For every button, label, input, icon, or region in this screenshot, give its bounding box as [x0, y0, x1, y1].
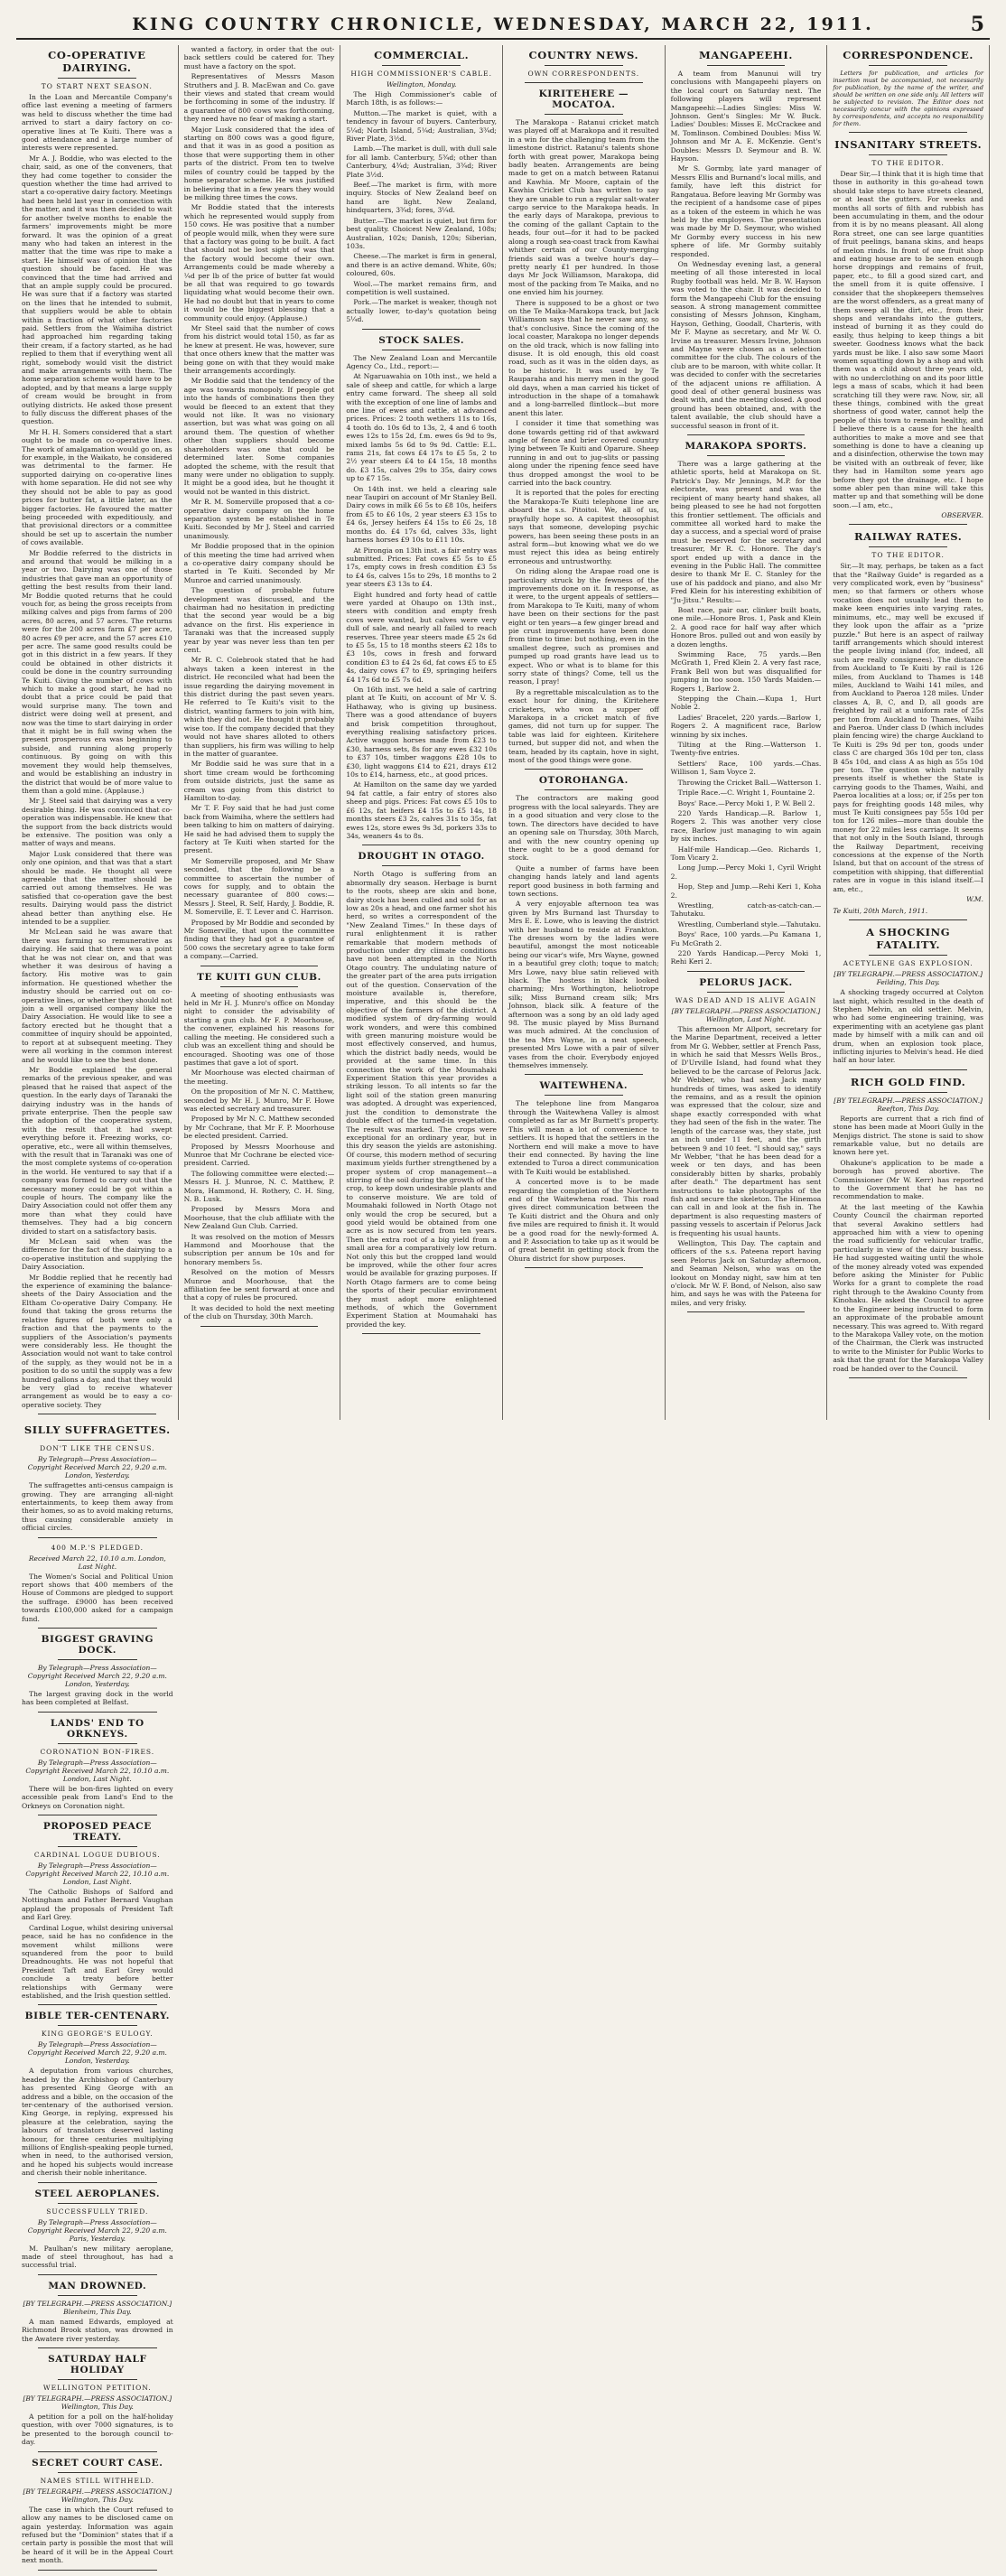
article-divider	[38, 2451, 157, 2452]
article-dateline: [BY TELEGRAPH.—PRESS ASSOCIATION.] Wellington, This Day.	[23, 2487, 172, 2504]
article-paragraph: Throwing the Cricket Ball.—Watterson 1.	[677, 778, 822, 787]
article-paragraph: Lamb.—The market is dull, with dull sale for all lamb. Canterbury, 5¾d; other than Canterbury, 4¾d; Australian, 3¾d; River Plate 3½d.	[346, 145, 497, 179]
article	[346, 335, 497, 846]
article-subheading: TO THE EDITOR.	[871, 159, 945, 167]
heading-rule	[382, 65, 461, 66]
article-dateline: [BY TELEGRAPH.—PRESS ASSOCIATION.] Feilding, This Day.	[834, 970, 983, 987]
article-paragraph: Mr Boddie proposed that in the opinion of this meeting the time had arrived when a co-operative dairy company should be started in Te Kuiti. Seconded by Mr Munroe and carried unanimously.	[183, 542, 335, 584]
article-heading: BIGGEST GRAVING DOCK.	[41, 1634, 154, 1657]
article-subheading: WAS DEAD AND IS ALIVE AGAIN	[675, 995, 817, 1004]
article-subheading: KING GEORGE'S EULOGY.	[41, 2030, 154, 2039]
article-heading: INSANITARY STREETS.	[834, 138, 983, 151]
article-divider	[38, 2347, 157, 2348]
article-dateline: By Telegraph—Press Association—Copyright Received March 22, 9.20 a.m. Paris, Yesterday.	[27, 2217, 167, 2243]
heading-rule	[707, 992, 786, 993]
article-divider	[525, 82, 643, 83]
article-divider	[849, 919, 967, 920]
article-paragraph: Proposed by Messrs Mora and Moorhouse, that the club affiliate with the New Zealand Gun Club. Carried.	[183, 1205, 335, 1231]
masthead	[16, 11, 990, 40]
newspaper-title: KING COUNTRY CHRONICLE, WEDNESDAY, MARCH 22, 1911.	[132, 14, 874, 34]
article-paragraph: Reports are current that a rich find of stone has been made at Moori Gully in the Menjigs district. The stone is said to show remarkable value, but no details are known here yet.	[833, 1114, 983, 1157]
article-paragraph: In the Loan and Mercantile Company's office last evening a meeting of farmers was held to discuss whether the time had arrived to start a dairy factory on co-operative lines at Te Kuiti. There was a good attendance and a large number of interests were represented.	[22, 93, 172, 153]
article-paragraph: The Women's Social and Political Union report shows that 400 members of the House of Commons are pledged to support the suffrage. £9000 has been received towards £100,000 asked for a campaign fund.	[22, 1572, 173, 1623]
article-paragraph: Mr Somerville proposed, and Mr Shaw seconded, that the following be a committee to ascertain the number of cows for supply, and to obtain the necessary guarantee of 800 cows:— Messrs J. Steel, R. Self, Hardy, J. Boddie, R. M. Somerville, E. T. Lever and C. Harrison.	[183, 856, 335, 917]
article-subheading: ACETYLENE GAS EXPLOSION.	[843, 959, 973, 968]
article-paragraph: A shocking tragedy occurred at Colyton last night, which resulted in the death of Stephen Melvin, an old settler. Melvin, who had some engineering training, was experimenting with an acetylene gas plant made by himself with a milk can and oil drum, when an explosion took place, inflicting injuries to Melvin's head. He died half an hour later.	[833, 988, 983, 1065]
article-paragraph: The suffragettes anti-census campaign is growing. They are arranging all-night entertainments, to keep them away from their homes, so as to avoid making returns, thus causing considerable anxiety in official circles.	[22, 1481, 173, 1533]
article-paragraph: There was a large gathering at the athletic sports, held at Marakopa on St. Patrick's Day. Mr Jennings, M.P. for the electorate, was present and was the recipient of many hearty hand shakes, all being pleased to see he had not forgotten this frontier settlement. The officials and committee all worked hard to make the day a success, and a special word of praise must be reserved for the secretary and treasurer, Mr R. C. Honore. The day's sport ended up with a dance in the evening in the Public Hall. The committee desire to thank Mr E. C. Stanley for the use of his paddock and piano, and also Mr Fred Klein for his interesting exhibition of "Ju-Jitsu." Results:—	[670, 460, 822, 604]
article-heading: COUNTRY NEWS.	[528, 49, 639, 61]
article	[184, 45, 335, 966]
article-heading: CORRESPONDENCE.	[843, 49, 974, 61]
article-subheading: TO START NEXT SEASON.	[41, 82, 153, 90]
article-subheading: DON'T LIKE THE CENSUS.	[40, 1444, 155, 1453]
article-subheading: OWN CORRESPONDENTS.	[527, 70, 640, 78]
heading-rule	[545, 65, 623, 66]
article-paragraph: Major Lusk considered that there was only one opinion, and that was that a start should be made. He thought all were agreeable that the matter should be carried out among themselves. He was satisfied that co-operation gave the best results. Dairying would pass the district ahead better than anything else. He intended to be a supplier.	[22, 849, 172, 926]
article-paragraph: Proposed by Messrs Moorhouse and Munroe that Mr Cochrane be elected vice-president. Carried.	[183, 1142, 335, 1168]
article-paragraph: At Hamilton on the same day we yarded 94 fat cattle, a fair entry of stores also sheep and pigs. Prices: Fat cows £5 10s to £6 12s, fat heifers £4 15s to £5 14s, 18 months steers £3 2s, calves 31s to 35s, fat ewes 12s, store ewes 9s 3d, porkers 33s to 34s, weaners 4s to 8s.	[346, 780, 497, 840]
article-subheading: HIGH COMMISSIONER'S CABLE.	[350, 70, 492, 78]
article-divider	[38, 2182, 157, 2183]
article-paragraph: Settlers' Race, 100 yards.—Chas. Willison 1, Sam Voyce 2.	[670, 759, 822, 777]
heading-rule	[707, 455, 786, 456]
newspaper-columns	[16, 45, 990, 2565]
article-paragraph: The question of probable future development was discussed, and the chairman had no hesitation in predicting that the second year would be a big advance on the first. His experience in Taranaki was that the increased supply year by year was never less than ten per cent.	[183, 586, 335, 655]
article-heading: STEEL AEROPLANES.	[34, 2188, 161, 2199]
article-paragraph: Swimming Race, 75 yards.—Ben McGrath 1, Fred Klein 2. A very fast race, Frank Bell won but was disqualified for jumping in too soon. 150 Yards Maiden.—Rogers 1, Barlow 2.	[670, 650, 822, 693]
article	[833, 1076, 983, 1378]
article-heading: SATURDAY HALF HOLIDAY	[48, 2354, 147, 2376]
article-paragraph: Mutton.—The market is quiet, with a tendency in favour of buyers. Canterbury, 5¼d; North Island, 5¼d; Australian, 3¾d; River Plate, 3½d.	[346, 108, 497, 144]
letter-signature: OBSERVER.	[941, 511, 983, 520]
article-paragraph: Mr Boddie explained the general remarks of the previous speaker, and was pleased that he raised that aspect of the question. In the early days of Taranaki the dairying industry was in the hands of private enterprise. Then the people saw the adoption of the cooperative system, with the result that it had swept everything before it. Freezing works, co-operative, etc., were all within themselves, with the result that in Taranaki was one of the most complete systems of co-operation in the world. He ventured to say that if a company was formed to carry out that the necessary money could be got within a couple of hours. The company like the Dairy Association could not offer them any more than what they could have themselves. They had a big concern divided to start on a satisfactory basis.	[22, 1065, 172, 1236]
article-subheading: 400 M.P.'S PLEDGED.	[51, 1543, 144, 1552]
heading-rule	[58, 2295, 137, 2296]
article-paragraph: Ohakune's application to be made a borough has proved abortive. The Commissioner (Mr W. Kerr) has reported to the Government that he has no recommendation to make.	[833, 1158, 983, 1201]
article-divider	[38, 1628, 157, 1629]
column-5	[666, 45, 828, 1420]
article-paragraph: By a regrettable miscalculation as to the exact hour for dining, the Kiritehere cricketers, who won a supper off Marakopa in a cricket match of five games, did not turn up for supper. The table was laid for eighteen. Kiritehere turned, but supper did not, and when the team, headed by its captain, hove in sight, most of the good things were gone.	[508, 687, 659, 765]
article	[22, 49, 172, 1414]
heading-rule	[58, 78, 136, 79]
article	[22, 2189, 173, 2275]
article	[22, 1544, 173, 1629]
article-divider	[200, 1326, 319, 1327]
article-divider	[687, 1311, 806, 1312]
article-paragraph: The largest graving dock in the world has been completed at Belfast.	[22, 1690, 173, 1707]
article-paragraph: Pork.—The market is weaker, though not actually lower, to-day's quotation being 5¼d.	[346, 298, 497, 324]
heading-rule	[545, 1095, 623, 1096]
article-paragraph: Major Lusk considered that the idea of starting on 800 cows was a good figure, and that it was in as good a position as those that were supporting them in other parts of the district. From ten to twelve miles of country could be tapped by the home separator scheme. He was justified in believing that in a few years they would be milking three times the cows.	[183, 125, 335, 201]
article-divider	[687, 434, 806, 435]
article-paragraph: A very enjoyable afternoon tea was given by Mrs Burnand last Thursday to Mrs E. E. Lowe, who is leaving the district with her husband to reside at Frankton. The dresses worn by the ladies were beautiful, amongst the most noticeable being our vicar's wife, Mrs Wayne, gowned in a beautiful grey cloth; toque to match; Mrs Lowe, navy blue satin relieved with black. The hostess in black looked charming; Mrs Worthington, heliotrope silk; Miss Burnand cream silk; Mrs Johnson, black silk. A feature of the afternoon was a song by an old lady aged 98. The music played by Miss Burnand was much admired. At the conclusion of the tea Mrs Wayne, in a neat speech, presented Mrs Lowe with a pair of silver vases from the choir. Everybody enjoyed themselves immensely.	[508, 900, 659, 1070]
article-dateline: By Telegraph—Press Association—Copyright Received March 22, 10.10 a.m. London, Last Night.	[25, 1758, 170, 1783]
article-paragraph: A deputation from various churches, headed by the Archbishop of Canterbury has presented King George with an address and a bible, on the occasion of the ter-centenary of the authorised version. King George, in replying, expressed his pleasure at the celebration, saying the labours of translators deserved lasting honour, for three centuries multiplying millions of English-speaking people turned, when in need, to the authorised version, and he hoped his subjects would increase and cherish their noble inheritance.	[22, 2067, 173, 2178]
article-paragraph: Boys' Race.—Percy Moki 1, P. W. Bell 2.	[677, 798, 815, 807]
article-divider	[849, 132, 967, 133]
article	[184, 972, 335, 1327]
article-paragraph: Mr Boddie replied that he recently had the experience of examining the balance-sheets of the Dairy Association and the Eltham Co-operative Dairy Company. He found that taking the gross returns the relative figures of both were only a fraction and that the payments to the suppliers of the Association's payments were considerably less. He thought the Association would not want to take control of the supply, as they would not be in a position to do so until the supply was a few hundred gallons a day, and that they would be very glad to receive whatever arrangement as would be to easy a co-operative society. They	[22, 1273, 172, 1409]
article-paragraph: Mr Boddie referred to the districts in and around that would be milking in a year or two. Dairying was one of those industries that gave man an opportunity of getting the best results from their land. Mr Boddie quoted returns that he could vouch for, as being the gross receipts from milking calves and pigs from farms of 200 acres, 80 acres, and 57 acres. The returns were for the 200 acres farm £7 per acre, 80 acres £9 per acre, and the 57 acres £10 per acre. The same good results could be got in this district in a few years. If they could be obtained in other districts it could be done in the country surrounding Te Kuiti. Giving the number of cows with which to make a good start, he had no doubt that a price could be paid that would surprise many. The town and district were doing well at present, and now was the time to start dairying in order that it might be in full swing when the present prosperous era was beginning to subside, and running along properly continuous. By going on with this movement they would help themselves, and would be establishing an industry in the district that would be of more value to them than a gold mine. (Applause.)	[22, 548, 172, 795]
column-7	[16, 1420, 179, 2575]
article-subheading: NAMES STILL WITHHELD.	[40, 2476, 155, 2485]
article-paragraph: The telephone line from Mangaroa through the Waitewhena Valley is almost completed as far as Mr Burnett's property. This will mean a lot of convenience to settlers. It is hoped that the settlers in the Northern end will make a move to have their end connected. By having the line extended to Turoa a direct communication with Te Kuiti would be established.	[508, 1099, 659, 1176]
article	[833, 926, 983, 1070]
article-paragraph: On the proposition of Mr N. C. Matthew, seconded by Mr H. J. Munro, Mr F. Howe was elected secretary and treasurer.	[183, 1087, 335, 1113]
article-paragraph: North Otago is suffering from an abnormally dry season. Herbage is burnt to the roots, sheep are skin and bone, dairy stock has been culled and sold for as low as 20s a head, and one farmer shot his herd, so writes a correspondent of the "New Zealand Times." In these days of rural enlightenment it is rather remarkable that modern methods of production under dry climate conditions have not been attempted in the North Otago country. The undulating nature of the greater part of the area puts irrigation out of the question. Conservation of the moisture available is, therefore, imperative, and this should be the objective of the farmers of the district. A modified system of dry-farming would work wonders, and were this combined with green manuring moisture would be most effectively conserved, and humus, which the district badly needs, would be provided at the same time. In this connection the work of the Moumahaki Experiment Station this year provides a striking lesson. To all intents so far the light soil of the station green manuring was adopted. A drought was experienced, just the condition to demonstrate the double effect of the turned-in vegetation. The result was marked. The crops were exceptional for an ordinary year, but in this dry season the yields are astonishing. Of course, this modern method of securing maximum yields further strengthened by a proper system of crop management—a stirring of the soil during the growth of the crop, to keep down undesirable plants and to conserve moisture. We are told of Moumahaki followed in North Otago not only would the crop be secured, but a good yield would be obtained from one acre as is now secured from ten years. Then the extra root of a big yield from a small area for a comparatively low return. Not only this but the cropped land would be improved, while the other four acres would be available for grazing purposes. If North Otago farmers are to come being the sports of their peculiar environment they must adopt more enlightened methods, of which the Government Experiment Station at Moumahaki has provided the key.	[346, 870, 497, 1329]
column-3	[340, 45, 503, 1420]
article-paragraph: Mr R. C. Colebrook stated that he had always taken a keen interest in the district. He reconciled what had been the issue regarding the dairying movement in this district during the past seven years. He referred to Te Kuiti's visit to the district, wanting farmers to join with him, which they did not. He thought it probably wise too. If the company decided that they would not have shares alloted to others than suppliers, his firm was willing to help in the matter of guarantee.	[183, 656, 335, 758]
heading-rule	[869, 154, 947, 155]
article-dateline: By Telegraph—Press Association—Copyright Received March 22, 9.20 a.m. London, Yesterday.	[27, 2040, 167, 2066]
article-paragraph: Mr A. J. Boddie, who was elected to the chair, said, as one of the conveners, that they had come together to consider the question whether the time had arrived to start a co-operative dairy factory. Meetings had been held last year in connection with the matter, and it was then decided to wait for another twelve months to enable the farmers' improvements might be more forward. It was the opinion of a great many who had taken an interest in the matter that the time was ripe to make a start. He himself was of opinion that the question should be faced. He was convinced that the time had arrived and that an ample supply could be procured. He was sure that if a factory was started on the lines that he intended to submit, that suppliers would be able to obtain within a fraction of what other factories paid. Settlers from the Waimiha district had approached him regarding taking their cream, if a factory started, as he had replied to them that if everything went all right, somebody would visit the district and make arrangements with them. The home separation scheme would have to be adopted, and by that means a large supply of cream would be brought in from outlying districts. He asked those present to fully discuss the different phases of the question.	[22, 154, 172, 426]
editorial-note: Letters for publication, and articles for insertion must be accompanied, not necessarily for publication, by the name of the writer, and should be written on one side only. All letters will be subjected to revision. The Editor does not necessarily concur with the opinions expressed by correspondents, and accepts no responsibility for them.	[833, 70, 983, 127]
article-paragraph: A meeting of shooting enthusiasts was held in Mr H. J. Munro's office on Monday night to consider the advisability of starting a gun club. Mr F. P. Moorhouse, the convener, explained his reasons for calling the meeting. He considered such a club was an excellent thing and should be encouraged. Shooting was one of those pastimes that gave a lot of sport.	[183, 990, 335, 1067]
article-paragraph: The High Commissioner's cable of March 18th, is as follows:—	[346, 90, 497, 107]
article-divider	[525, 1267, 643, 1268]
article-paragraph: Long Jump.—Percy Moki 1, Cyril Wright 2.	[670, 863, 822, 881]
article	[22, 1423, 173, 1537]
article	[346, 851, 497, 1334]
article-paragraph: wanted a factory, in order that the out-back settlers could be catered for. They must have a factory on the spot.	[183, 45, 335, 70]
article-paragraph: 220 Yards Handicap.—R. Barlow 1, Rogers 2. This was another very close race, Barlow just managing to win again by six inches.	[670, 808, 822, 844]
heading-rule	[869, 546, 947, 547]
article-paragraph: Mr McLean said he was aware that there was farming so remunerative as dairying. He said that there was a point that he was not clear on, and that was whether it was desirous of having a factory. His motive was to gain information. He questioned whether the industry should be carried out on co-operative lines, or whether they should not join a well organised company like the Dairy Association. He would like to see a factory erected but he thought that a committee of inquiry should be appointed, to report at at subsequent meeting. They were all working in the common interest and he would like to see the best done.	[22, 928, 172, 1064]
article	[508, 775, 659, 1075]
article	[22, 2011, 173, 2182]
article-paragraph: At the last meeting of the Kawhia County Council the chairman reported that several Awakino settlers had approached him with a view to opening the road sufficiently for vehicular traffic, particularly in view of the dairy business. He had suggested waiting until the whole of the money already voted was expended before asking the Minister for Public Works for a grant to complete the road right through to the Awakino County from Kinohaku. He asked the Council to agree to the Engineer being instructed to form an approximate of the probable amount necessary. This was agreed to. With regard to the Marakopa Valley vote, on the motion of the Chairman, the Clerk was instructed to write to the Minister for Public Works to ask that the grant for the Marakopa Valley road be handed over to the Council.	[833, 1202, 983, 1373]
article	[22, 1634, 173, 1713]
article-heading: RICH GOLD FIND.	[850, 1075, 966, 1088]
article-paragraph: The Marakopa - Ratanui cricket match was played off at Marakopa and it resulted in a win for the challenging team from the limestone district. Ratanui's talents shone forth with great power, Marakopa being badly beaten. Arrangements are being made to get on a match between Ratanui and Kawhia. Mr Moore, captain of the Kawhia Cricket Club has written to say they are unable to run a regular salt-water cargo service to the Marakopa heads. In the early days of Marakopa, previous to the coming of the gallant Captain to the heads, four out—for it had to be packed along a rough sea-coast track from Kawhai whither certain of our County-merging friends said was a twelve hour's day—pretty nearly £1 per hundred. In those days Mr Jock Williamson, Marakopa, did most of the packing from Te Maika, and no one envied him his journey.	[508, 118, 659, 297]
heading-rule	[58, 1659, 137, 1660]
article	[671, 977, 822, 1312]
article-heading: RAILWAY RATES.	[853, 530, 963, 544]
article-heading: SILLY SUFFRAGETTES.	[23, 1423, 171, 1437]
article-heading: PROPOSED PEACE TREATY.	[42, 1821, 152, 1843]
article-subheading: WELLINGTON PETITION.	[42, 2384, 152, 2393]
heading-rule	[382, 865, 461, 866]
article	[671, 49, 822, 435]
article-paragraph: Half-mile Handicap.—Geo. Richards 1, Tom Vicary 2.	[670, 845, 822, 862]
heading-rule	[58, 2379, 137, 2380]
article-paragraph: Resolved on the motion of Messrs Munroe and Moorhouse, that the affiliation fee be sent forward at once and that a copy of rules be procured.	[183, 1268, 335, 1302]
article-heading: OTOROHANGA.	[538, 775, 629, 787]
heading-rule	[58, 1743, 137, 1744]
article-paragraph: At Pirongia on 13th inst. a fair entry was submitted. Prices: Fat cows £5 5s to £5 17s, empty cows in fresh condition £3 5s to £4 6s, calves 15s to 29s, 18 months to 2 year steers £3 13s to £4.	[346, 546, 497, 589]
article-dateline: By Telegraph—Press Association—Copyright Received March 22, 10.10 a.m. London, Last Night.	[25, 1862, 170, 1887]
article-paragraph: It was resolved on the motion of Messrs Hammond and Moorhouse that the subscription per annum be 10s and for honorary members 5s.	[183, 1232, 335, 1266]
article-paragraph: Mr Boddie stated that the interests which he represented would supply from 150 cows. He was positive that a number of people would milk, when they were sure that a factory was going to be built. A fact that should not be lost sight of was that the factory would become their own. Arrangements could be made whereby a ¼d per lb of the price of butter fat would be all that was required to go towards liquidating what would become their own. He had no doubt but that in years to come it would be the biggest blessing that a community could enjoy. (Applause.)	[183, 203, 335, 322]
article-paragraph: The Catholic Bishops of Salford and Nottingham and Father Bernard Vaughan applaud the proposals of President Taft and Earl Grey.	[22, 1888, 173, 1922]
article-paragraph: I consider it time that something was done towards getting rid of that awkward angle of fence and brier covered country lying between Te Kuiti and Oparure. Sheep running in and out to jug-slits or passing along under the ripening fence seed have thus dropped amongst the wool to be carried into the back country.	[508, 419, 659, 488]
article	[508, 89, 659, 770]
article-divider	[849, 524, 967, 525]
article-divider	[362, 329, 480, 330]
article-heading: COMMERCIAL.	[374, 49, 470, 61]
article	[22, 2354, 173, 2452]
column-4	[503, 45, 666, 1420]
article-dateline: [BY TELEGRAPH.—PRESS ASSOCIATION.] Wellington, Last Night.	[671, 1006, 821, 1023]
article-paragraph: Ladies' Bracelet, 220 yards.—Barlow 1, Rogers 2. A magnificent race, Barlow winning by six inches.	[670, 713, 822, 739]
article-dateline: By Telegraph—Press Association—Copyright Received March 22, 9.20 a.m. London, Yesterday.	[27, 1455, 167, 1480]
article-paragraph: Cardinal Logue, whilst desiring universal peace, said he has no confidence in the movement whilst millions were squandered from the poor to build Dreadnoughts. He was not hopeful that President Taft and Earl Grey would conclude a treaty before better relationships with Germany were established, and the Irish question settled.	[22, 1923, 173, 2000]
article-paragraph: Mr T. F. Foy said that he had just come back from Waimiha, where the settlers had been talking to him on matters of dairying. He said he had advised them to supply the factory at Te Kuiti when started for the present.	[183, 804, 335, 855]
article-dateline: Received March 22, 10.10 a.m. London, Last Night.	[28, 1554, 166, 1571]
article	[833, 530, 983, 920]
article-heading: MARAKOPA SPORTS.	[685, 441, 807, 453]
article-paragraph: Eight hundred and forty head of cattle were yarded at Ohaupo on 13th inst., steers with condition and empty fresh cows were wanted, but calves were very dull of sale, and nearly all failed to reach reserves. Three year steers made £5 2s 6d to £5 5s, 15 to 18 months steers £2 18s to £3 10s, cows in fresh and forward condition £3 to £4 2s 6d, fat cows £5 to £5 4s, dairy cows £7 to £9, springing heifers £4 17s 6d to £5 7s 6d.	[346, 590, 497, 684]
article-dateline: [BY TELEGRAPH.—PRESS ASSOCIATION.] Blenheim, This Day.	[23, 2299, 172, 2316]
article-heading: DROUGHT IN OTAGO.	[358, 851, 485, 863]
article-heading: WAITEWHENA.	[539, 1080, 629, 1092]
heading-rule	[58, 2025, 137, 2026]
article-subheading: CORONATION BON-FIRES.	[40, 1747, 155, 1756]
article-paragraph: Quite a number of farms have been changing hands lately and land agents report good business in both farming and town sections.	[508, 863, 659, 898]
article-paragraph: Representatives of Messrs Mason Struthers and J. B. MacEwan and Co. gave their views and stated that cream would be forthcoming in some of the industry. If a guarantee of 800 cows was forthcoming, they need have no fear of making a start.	[183, 72, 335, 124]
article-paragraph: Sir,—It may, perhaps, be taken as a fact that the "Railway Guide" is regarded as a very complicated work, even by "business" men; so that farmers or others whose vocation does not usually lead them to make keen enquiries into varying rates, minimums, etc., may well be excused if they look upon the affair as a "prize puzzle." But here is an aspect of railway tariff arrangements which should interest the people living inland (for, indeed, all such are really consignees). The distance from Auckland to Te Kuiti by rail is 126 miles, from Auckland to Thames is 148 miles, Auckland to Waihi 141 miles, and from Auckland to Paeroa 128 miles. Under classes A, B, C, and D, all goods are freighted by rail at a uniform rate of 25s per ton from Auckland to Thames, Waihi and Paeroa. Under class D (which includes plain fencing wire) the charge Auckland to Te Kuiti is 29s 9d per ton, goods under class C are charged 36s 10d per ton, class B 45s 10d, and class A as high as 55s 10d per ton. The question which naturally presents itself is whether the State is carrying goods to the Thames, Waihi, and Paeroa localities at a loss; or, if 25s per ton pays for freighting goods 148 miles, why must Te Kuiti consignees pay 55s 10d per ton for 126 miles—more than double the money for 22 miles less carriage. It seems that not only in the South Island, through the Railway Department, receiving concessions at the expense of the North Island, but that on account of the stress of competition with shipping, that differential rates are in vogue in this island itself.—I am, etc.,	[833, 562, 983, 893]
article-paragraph: Wellington, This Day. The captain and officers of the s.s. Pateena report having seen Pelorus Jack on Saturday afternoon, and Seaman Nelson, who was on the lookout on Monday night, saw him at ten o'clock. Mr W. F. Bond, of Nelson, also saw him, and says he was with the Pateena for miles, and very frisky.	[670, 1238, 822, 1307]
heading-rule	[58, 1440, 137, 1441]
article-divider	[687, 971, 806, 972]
article-heading: SECRET COURT CASE.	[32, 2457, 163, 2469]
article	[833, 49, 983, 133]
article	[22, 2458, 173, 2571]
article-paragraph: There is supposed to be a ghost or two on the Te Maika-Marakopa track, but Jack Williamson says that he never saw any, so that's conclusive. Since the coming of the local coaster, Marakopa no longer depends on the old track, which is now falling into disuse. It is old enough, this old coast road, such as it was in the olden days, as to be historic. It was used by Te Rauparaha and his merry men in the good old days, when a man carried his ticket of introduction in the shape of a tomahawk and a long-barrelled flintlock—but more anent this later.	[508, 298, 659, 417]
column-6	[827, 45, 990, 1420]
heading-rule	[869, 1092, 947, 1093]
article-paragraph: On 14th inst. we held a clearing sale near Taupiri on account of Mr Stanley Bell. Dairy cows in milk £6 5s to £8 10s, heifers from £5 to £6 10s, 2 year steers £3 15s to £4 6s, Jersey heifers £4 15s to £6 2s, 18 months do. £4 17s 6d, calves 33s, light harness horses £9 10s to £11 10s.	[346, 484, 497, 545]
article-paragraph: 220 Yards Handicap.—Percy Moki 1, Rehi Keri 2.	[670, 949, 822, 966]
article-paragraph: Tilting at the Ring.—Watterson 1. Twenty-five entries.	[670, 741, 822, 758]
article-heading: CO-OPERATIVE DAIRYING.	[48, 49, 146, 74]
article-paragraph: On riding along the Arapae road one is particulary struck by the fewness of the improvements done on it. In response, as it were, to the urgent appeals of settlers—from Marakopa to Te Kuiti, many of whom have been on their sections for the past eight or ten years—a few ginger bread and pie crust improvements have been done from time to time: but nothing, even in the smallest degree, such as promises and pumped up road grants have lead us to expect. Who or what is to blame for this sorry state of things? Come, tell us the reason, I pray!	[508, 567, 659, 686]
article-paragraph: A team from Manunui will try conclusions with Mangapeehi players on the local court on Saturday next. The following players will represent Mangapeehi:—Ladies Singles: Miss W. Johnson. Gent's Singles: Mr W. Buck. Ladies' Doubles: Misses E. McCrackee and M. Tomlinson. Combined Doubles: Miss W. Johnson and Mr A. E. McKenzie. Gent's Doubles: Messrs D. Seymour and B. W. Hayson.	[670, 70, 822, 163]
article-paragraph: Mr Boddie said he was sure that in a short time cream would be forthcoming from outside districts, just the same as cream was going from this district to Hamilton to-day.	[183, 760, 335, 802]
article-divider	[525, 1074, 643, 1075]
heading-rule	[58, 1846, 137, 1847]
article-heading: STOCK SALES.	[378, 334, 465, 346]
article-paragraph: Cheese.—The market is firm in general, and there is an active demand. White, 60s; coloured, 60s.	[346, 252, 497, 278]
article-paragraph: The case in which the Court refused to allow any names to be disclosed came on again yesterday. Information was again refused but the "Dominion" states that if a certain party is possible the most that will be heard of it will be in the Appeal Court next month.	[22, 2505, 173, 2565]
article-divider	[849, 1069, 967, 1070]
article-paragraph: Dear Sir,—I think that it is high time that those in authority in this go-ahead town should take steps to have streets cleaned, or at least the gutters. For weeks and months all sorts of filth and rubbish has been accumulating in them, and the odour from it is by no means pleasant. All along Rora street, one can see large quantities of fruit peelings, banana skins, and heaps of melon rinds. In front of one fruit shop and eating house are to be seen enough horse droppings and remains of fruit, paper, etc., to fill a good sized cart, and the smell from it is quite offensive. I consider that the shopkeepers themselves are the worst offenders, as a great many of them sweep all the dirt, etc., from their shops and verandahs into the gutters, instead of burning it as they could do easily, thus helping to keep things a bit sweeter. Goodness knows what the back yards must be like. I also saw some Maori women squatting down by a shop and with them was a child about three years old, with no underclothing on and its poor little legs a mass of scabs, which it had been scratching till they were raw. Now, sir, all these things, combined with the great shortness of good water, cannot help the people of this town to remain healthy, and I believe there is a cause for the health authorities to make a move and see that something is done to have a cleaning up and a disinfection, otherwise the town may be visited with an outbreak of fever, like they had in Hamilton some years ago before they got the drainage, etc. I hope some abler pen than mine will take this matter up and that something will be done soon.—I am, etc.,	[833, 170, 983, 509]
article-paragraph: Mr H. H. Somers considered that a start ought to be made on co-operative lines. The work of amalgamation would go on, as for example, in the Waikato, he considered was detrimental to the farmer. He supported dairying on co-operative lines with home separation. He did not see why they should not be able to pay as good prices for butter fat, a little later, as the bigger factories. He favoured the matter being proceeded with expeditiously, and that provisional directors or a committee should be set up to ascertain the number of cows available.	[22, 427, 172, 547]
article-paragraph: On 16th inst. we held a sale of cartring plant at Te Kuiti, on account of Mr V. S. Hathaway, who is giving up business. There was a good attendance of buyers and brisk competition throughout, everything realising satisfactory prices. Active waggon horses made from £23 to £30, harness sets, 8s for any ewes £32 10s to £37 10s, timber waggons £28 10s to £30, light waggons £14 to £21, drays £12 10s to £14, harness, etc., at good prices.	[346, 686, 497, 779]
heading-rule	[220, 986, 299, 987]
article-paragraph: Boat race, pair oar, clinker built boats, one mile.—Honore Bros. 1, Pask and Klein 2. A good race for half way after which Honore Bros. pulled out and won easily by a dozen lengths.	[670, 605, 822, 649]
heading-rule	[58, 2203, 137, 2204]
article-subheading: CARDINAL LOGUE DUBIOUS.	[33, 1851, 161, 1860]
article-divider	[525, 769, 643, 770]
article-divider	[38, 2004, 157, 2005]
article-heading: KIRITEHERE — MOCATOA.	[538, 89, 629, 110]
article-heading: A SHOCKING FATALITY.	[866, 926, 951, 952]
article-paragraph: Hop, Step and Jump.—Rehi Keri 1, Koha 2.	[670, 882, 822, 900]
article-divider	[362, 1333, 480, 1334]
article	[508, 1080, 659, 1268]
article-paragraph: Stepping the Chain.—Kupa 1, Hurt Noble 2.	[670, 695, 822, 712]
article-paragraph: Mr Boddie said that the tendency of the age was towards monopoly. If people got into the hands of combinations then they would be fleeced to an extent that they would not like. It was no visionary assertion, but was what was going on all around them. The question of whether other than suppliers should become shareholders was one that could be determined later. Some companies adopted the scheme, with the result that many were under no obligation to supply. It might be a good idea, but he thought it would not be wanted in this district.	[183, 377, 335, 496]
article-paragraph: Proposed by Mr N. C. Matthew seconded by Mr Cochrane, that Mr F. P. Moorhouse be elected president. Carried.	[183, 1115, 335, 1141]
article-divider	[38, 1712, 157, 1713]
article	[22, 2281, 173, 2348]
article-paragraph: At Ngaruawahia on 10th inst., we held a sale of sheep and cattle, for which a large entry came forward. The sheep all sold with the exception of one line of lambs and one line of ewes and cattle, at advanced prices. Prices: 2 tooth wethers 11s to 16s, 4 tooth do. 10s 6d to 13s, 2, 4 and 6 tooth ewes 12s to 15s 2d, f.m. ewes 6s 9d to 9s, mixed lambs 5s 6d to 9s 9d. Cattle: E.L. rams 21s, fat cows £4 17s to £5 5s, 2 to 2½ year steers £4 to £4 15s, 18 months do. £3 15s, calves 29s to 35s, dairy cows up to £7 15s.	[346, 372, 497, 483]
article-paragraph: Wrestling, Cumberland style.—Tahutaku.	[677, 919, 822, 929]
article-divider	[38, 2274, 157, 2275]
column-1	[16, 45, 179, 1420]
article-paragraph: M. Paulhan's new military aeroplane, made of steel throughout, has had a successful trial.	[22, 2244, 173, 2270]
article-paragraph: Wool.—The market remains firm, and competition is well sustained.	[346, 279, 497, 296]
heading-rule	[545, 789, 623, 790]
article-paragraph: It was decided to hold the next meeting of the club on Thursday, 30th March.	[183, 1303, 335, 1321]
heading-rule	[869, 65, 947, 66]
article-dateline: [BY TELEGRAPH.—PRESS ASSOCIATION.] Wellington, This Day.	[23, 2394, 172, 2412]
article-subheading: SUCCESSFULLY TRIED.	[46, 2207, 149, 2216]
heading-rule	[869, 955, 947, 956]
article	[671, 441, 822, 972]
article-heading: LANDS' END TO ORKNEYS.	[50, 1717, 144, 1740]
heading-rule	[707, 65, 786, 66]
article-paragraph: A concerted move is to be made regarding the completion of the Northern end of the Waitewhena road. This road gives direct communication between the Te Kuiti district and the Ohura and only five miles are required to finish it. It would be a good road for the newly-formed A. and P. Association to take up as it would be of great benefit in getting stock from the Ohura district for show purposes.	[508, 1178, 659, 1263]
article-paragraph: The New Zealand Loan and Mercantile Agency Co., Ltd., report:—	[346, 353, 497, 370]
article-paragraph: It is reported that the poles for erecting the Marakopa-Te Kuiti telephone line are aboard the s.s. Pitoitoi. We, all of us, prayfully hope so. A capitest theosophist says that someone, developing psychic powers, has been seeing these posts in an astral form—but knowing what we do we must reject this idea as being entirely erroneous and untrustworthy.	[508, 489, 659, 565]
article-paragraph: On Wednesday evening last, a general meeting of all those interested in local Rugby football was held. Mr B. W. Hayson was voted to the chair. It was decided to form the Mangapeehi Club for the ensuing season. A strong management committee consisting of Messrs Johnson, Kingham, Hayson, Gething, Goodall, Charteris, with Mr F. Mayne as secretary, and Mr W. O. Irvine as treasurer. Messrs Irvine, Johnson and Mayne were chosen as a selection committee for the club. The colours of the club are to be maroon, with white collar. It was decided to confer with the secretaries of the adjacent unions re affiliation. A good deal of other general business was dealt with, and the meeting closed. A good ground has been obtained, and, with the talent available, the club should have a successful season in front of it.	[670, 259, 822, 430]
heading-rule	[545, 114, 623, 115]
article-paragraph: Beef.—The market is firm, with more inquiry. Stocks of New Zealand beef on hand are light. New Zealand, hindquarters, 3¾d; fores, 3¼d.	[346, 181, 497, 215]
article-paragraph: Wrestling, catch-as-catch-can.—Tahutaku.	[670, 901, 822, 919]
article-paragraph: Triple Race.—C. Wright 1, Fountaine 2.	[677, 789, 815, 798]
article-paragraph: Boys' Race, 100 yards.—Pu Kamana 1, Fu McGrath 2.	[670, 930, 822, 947]
article-paragraph: Butter.—The market is quiet, but firm for best quality. Choicest New Zealand, 108s; Australian, 102s; Danish, 120s; Siberian, 103s.	[346, 216, 497, 250]
article-paragraph: Mr McLean said when was the difference for the fact of the dairying to a co-operative institution and supplying the Dairy Association.	[22, 1237, 172, 1272]
article-heading: PELORUS JACK.	[699, 976, 793, 988]
article-dateline: [BY TELEGRAPH.—PRESS ASSOCIATION.] Reefton, This Day.	[834, 1096, 983, 1113]
page-number: 5	[970, 13, 984, 36]
letter-closing: Te Kuiti, 20th March, 1911.	[833, 907, 928, 916]
article-paragraph: Mr R. M. Somerville proposed that a co-operative dairy company on the home separation system be established in Te Kuiti. Seconded by Mr J. Steel and carried unanimously.	[183, 498, 335, 540]
article	[22, 1821, 173, 2005]
article-paragraph: Mr Moorhouse was elected chairman of the meeting.	[183, 1069, 335, 1086]
article-paragraph: Mr J. Steel said that dairying was a very desirable thing. He was convinced that co-operation was indispensable. He knew that the support from the back districts would be extensive. The position was only a matter of ways and means.	[22, 797, 172, 848]
heading-rule	[58, 2472, 137, 2473]
article-divider	[38, 2570, 157, 2571]
article-divider	[849, 1377, 967, 1378]
article-divider	[38, 1537, 157, 1538]
article	[346, 49, 497, 330]
article	[22, 1718, 173, 1815]
article	[508, 49, 659, 83]
article-paragraph: There will be bon-fires lighted on every accessible peak from Land's End to the Orkneys on Coronation night.	[22, 1784, 173, 1810]
letter-signature: W.M.	[966, 895, 983, 904]
article-paragraph: A man named Edwards, employed at Richmond Brook station, was drowned in the Awatere river yesterday.	[22, 2317, 173, 2343]
article-heading: MAN DROWNED.	[48, 2280, 147, 2291]
article-paragraph: The following committee were elected:—Messrs H. J. Munroe, N. C. Matthew, P. Mora, Hammond, H. Rothery, C. H. Sing, N. B. Lusk.	[183, 1169, 335, 1203]
article-dateline: Wellington, Monday.	[386, 80, 457, 89]
article-paragraph: Proposed by Mr Boddie and seconded by Mr Somerville, that upon the committee finding that they had got a guarantee of 500 cows the secretary agree to take form a company.—Carried.	[183, 918, 335, 961]
article	[833, 138, 983, 525]
article-subheading: TO THE EDITOR.	[871, 551, 945, 560]
article-paragraph: Mr Steel said that the number of cows from his district would total 150, as far as he knew at present. He was, however, sure that once others knew that the matter was being gone on with that they would make their arrangements accordingly.	[183, 324, 335, 376]
article-paragraph: This afternoon Mr Allport, secretary for the Marine Department, received a letter from Mr G. Webber, settler at French Pass, in which he said that Messrs Wells Bros., of D'Urville Island, had found what they believed to be the carcase of Pelorus Jack. Mr Webber, who had seen Jack many hundreds of times, was asked to identify the remains, and as a result the opinion was expressed that the colour, size and shape exactly corresponded with what they had seen of the fish in the water. The length of the carcase was, they state, just an inch under 11 feet, and the girth between 9 and 10 feet. "I should say," says Mr Webber, "that he has been dead for a week or ten days, and has been considerably bitten by sharks, probably after death." The department has sent instructions to take photographs of the fish and secure the skeleton. The Hinemoa can call in and look at the fish in. The department is also requesting masters of passing vessels to ascertain if Pelorus Jack is frequenting his usual haunts.	[670, 1024, 822, 1237]
article-heading: TE KUITI GUN CLUB.	[197, 971, 321, 983]
article-paragraph: Mr S. Gormby, late yard manager of Messrs Ellis and Burnand's local mills, and family, have left this district for Rangataua. Before leaving Mr Gormby was the recipient of a handsome case of pipes as a token of the esteem in which he was held by the employees. The presentation was made by Mr D. Seymour, who wished Mr Gormby every success in his new sphere of life. Mr Gormby suitably responded.	[670, 164, 822, 258]
article-dateline: By Telegraph—Press Association—Copyright Received March 22, 9.20 a.m. London, Yesterday.	[27, 1664, 167, 1689]
article-paragraph: The contractors are making good progress with the local saleyards. They are in a good situation and very close to the town. The directors have decided to have an opening sale on Thursday, 30th March, and with the new country opening up there ought to be a good demand for stock.	[508, 794, 659, 863]
column-2	[179, 45, 341, 1420]
article-paragraph: A petition for a poll on the half-holiday question, with over 7000 signatures, is to be presented to the borough council to-day.	[22, 2413, 173, 2447]
article-heading: BIBLE TER-CENTENARY.	[24, 2011, 170, 2022]
article-heading: MANGAPEEHI.	[699, 49, 793, 61]
